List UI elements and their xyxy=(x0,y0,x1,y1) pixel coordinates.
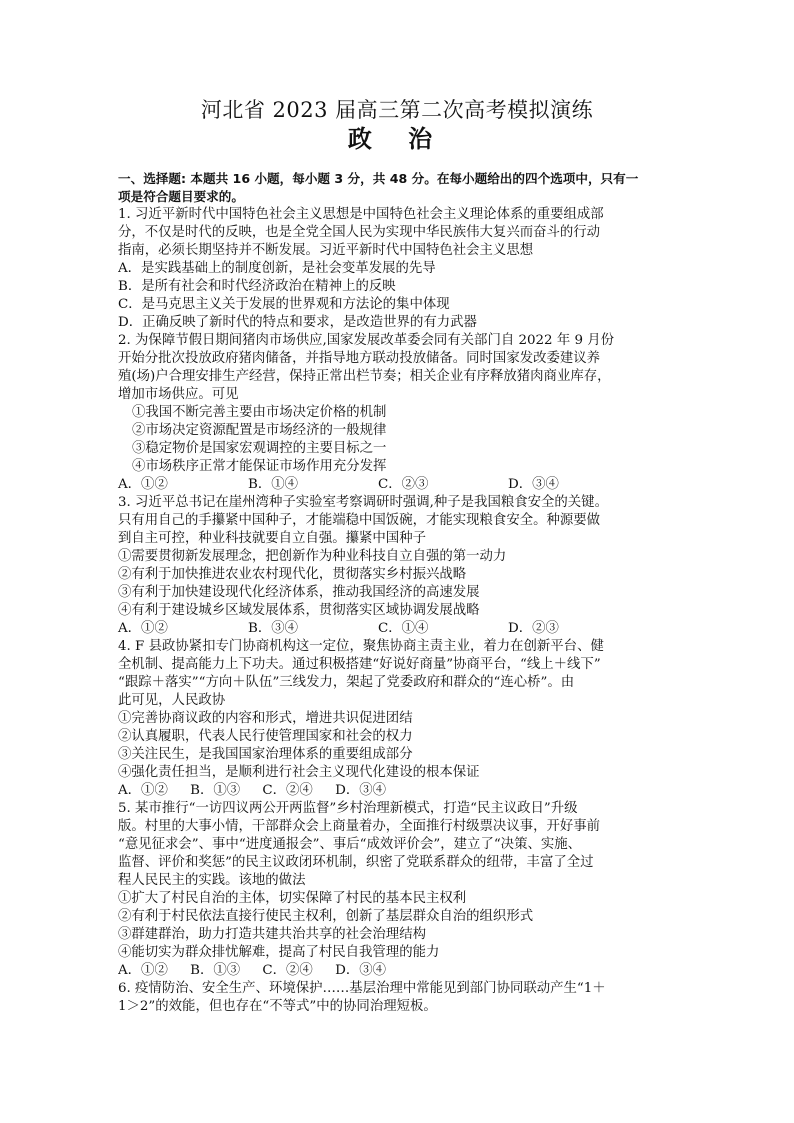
question-stem-line: 开始分批次投放政府猪肉储备，并指导地方联动投放储备。同时国家发改委建议养 xyxy=(118,351,601,366)
question-stem-line: 版。村里的大事小情，干部群众会上商量着办，全面推行村级票决议事，开好事前 xyxy=(118,819,601,834)
option-d: D．③④ xyxy=(335,963,386,978)
section-instruction-line-1: 一、选择题: 本题共 16 小题，每小题 3 分，共 48 分。在每小题给出的四个选项中，只有一 xyxy=(118,171,639,186)
option-a: A．①② xyxy=(118,477,168,492)
option-b: B．①③ xyxy=(190,783,241,798)
question-3 xyxy=(118,494,680,638)
question-stem-line: 1＞2”的效能，但也存在“不等式”中的协同治理短板。 xyxy=(118,999,437,1014)
question-stem-line: “跟踪＋落实”“方向＋队伍”三线发力，架起了党委政府和群众的“连心桥”。由 xyxy=(118,675,575,690)
question-stem-line: 指南，必须长期坚持并不断发展。习近平新时代中国特色社会主义思想 xyxy=(118,243,534,258)
question-stem-line: 1. 习近平新时代中国特色社会主义思想是中国特色社会主义理论体系的重要组成部 xyxy=(118,207,604,222)
statement-1: ①需要贯彻新发展理念，把创新作为种业科技自立自强的第一动力 xyxy=(118,549,507,564)
statement-2: ②有利于加快推进农业农村现代化，贯彻落实乡村振兴战略 xyxy=(118,567,467,582)
option-c: C．②③ xyxy=(378,477,429,492)
statement-2: ②有利于村民依法直接行使民主权利，创新了基层群众自治的组织形式 xyxy=(118,909,534,924)
statement-3: ③有利于加快建设现代化经济体系，推动我国经济的高速发展 xyxy=(118,585,480,600)
statement-4: ④有利于建设城乡区域发展体系，贯彻落实区域协调发展战略 xyxy=(118,603,480,618)
question-stem-line: 殖(场)户合理安排生产经营，保持正常出栏节奏；相关企业有序释放猪肉商业库存， xyxy=(118,369,611,384)
options-row xyxy=(118,962,680,980)
statement-4: ④市场秩序正常才能保证市场作用充分发挥 xyxy=(132,459,387,474)
question-stem-line: 监督、评价和奖惩”的民主议政闭环机制，织密了党联系群众的纽带，丰富了全过 xyxy=(118,855,594,870)
subject-title: 政 治 xyxy=(347,125,447,153)
statement-1: ①完善协商议政的内容和形式，增进共识促进团结 xyxy=(118,711,413,726)
option-c: C．①④ xyxy=(378,621,429,636)
question-stem-line: 只有用自己的手攥紧中国种子，才能端稳中国饭碗，才能实现粮食安全。种源要做 xyxy=(118,513,601,528)
option-b: B．③④ xyxy=(248,621,299,636)
statement-3: ③稳定物价是国家宏观调控的主要目标之一 xyxy=(132,441,387,456)
option-c: C．是马克思主义关于发展的世界观和方法论的集中体现 xyxy=(118,297,450,312)
question-stem-line: 分，不仅是时代的反映，也是全党全国人民为实现中华民族伟大复兴而奋斗的行动 xyxy=(118,225,601,240)
statement-3: ③关注民生，是我国国家治理体系的重要组成部分 xyxy=(118,747,413,762)
question-stem-line: 6. 疫情防治、安全生产、环境保护……基层治理中常能见到部门协同联动产生“1＋ xyxy=(118,981,606,996)
question-stem-line: “意见征求会”、事中“进度通报会”、事后“成效评价会”，建立了“决策、实施、 xyxy=(118,837,582,852)
options-row xyxy=(118,782,680,800)
option-c: C．②④ xyxy=(262,963,313,978)
statement-4: ④能切实为群众排忧解难，提高了村民自我管理的能力 xyxy=(118,945,440,960)
options-row xyxy=(118,620,680,638)
question-stem-line: 3. 习近平总书记在崖州湾种子实验室考察调研时强调,种子是我国粮食安全的关键。 xyxy=(118,495,608,510)
option-d: D．③④ xyxy=(508,477,559,492)
option-a: A．①② xyxy=(118,963,168,978)
question-1 xyxy=(118,206,680,332)
question-stem-line: 增加市场供应。可见 xyxy=(118,387,239,402)
option-d: D．正确反映了新时代的特点和要求，是改造世界的有力武器 xyxy=(118,315,477,330)
question-stem-line: 到自主可控，种业科技就要自立自强。攥紧中国种子 xyxy=(118,531,426,546)
section-instruction-line-2: 项是符合题目要求的。 xyxy=(118,189,244,204)
option-d: D．②③ xyxy=(508,621,559,636)
option-a: A．①② xyxy=(118,621,168,636)
option-c: C．②④ xyxy=(262,783,313,798)
option-b: B．是所有社会和时代经济政治在精神上的反映 xyxy=(118,279,396,294)
option-a: A．是实践基础上的制度创新，是社会变革发展的先导 xyxy=(118,261,436,276)
question-stem-line: 4. F 县政协紧扣专门协商机构这一定位，聚焦协商主责主业，着力在创新平台、健 xyxy=(118,639,604,654)
option-d: D．③④ xyxy=(335,783,386,798)
exam-title: 河北省 2023 届高三第二次高考模拟演练 xyxy=(200,98,594,122)
question-4 xyxy=(118,638,680,800)
question-stem-line: 全机制、提高能力上下功夫。通过积极搭建“好说好商量”协商平台，“线上＋线下” xyxy=(118,657,601,672)
statement-1: ①我国不断完善主要由市场决定价格的机制 xyxy=(132,405,387,420)
question-stem-line: 程人民民主的实践。该地的做法 xyxy=(118,873,306,888)
question-5 xyxy=(118,800,680,980)
statement-2: ②认真履职，代表人民行使管理国家和社会的权力 xyxy=(118,729,413,744)
statement-1: ①扩大了村民自治的主体，切实保障了村民的基本民主权利 xyxy=(118,891,467,906)
question-stem-line: 5. 某市推行“一访四议两公开两监督”乡村治理新模式，打造“民主议政日”升级 xyxy=(118,801,578,816)
statement-2: ②市场决定资源配置是市场经济的一般规律 xyxy=(132,423,387,438)
question-2 xyxy=(118,332,680,494)
question-6 xyxy=(118,980,680,1016)
statement-3: ③群建群治，助力打造共建共治共享的社会治理结构 xyxy=(118,927,426,942)
question-stem-line: 2. 为保障节假日期间猪肉市场供应,国家发展改革委会同有关部门自 2022 年 9 月份 xyxy=(118,333,615,348)
question-stem-line: 此可见，人民政协 xyxy=(118,693,226,708)
exam-content xyxy=(118,170,680,1016)
option-b: B．①④ xyxy=(248,477,299,492)
option-a: A．①② xyxy=(118,783,168,798)
statement-4: ④强化责任担当，是顺利进行社会主义现代化建设的根本保证 xyxy=(118,765,480,780)
option-b: B．①③ xyxy=(190,963,241,978)
options-row xyxy=(118,476,680,494)
